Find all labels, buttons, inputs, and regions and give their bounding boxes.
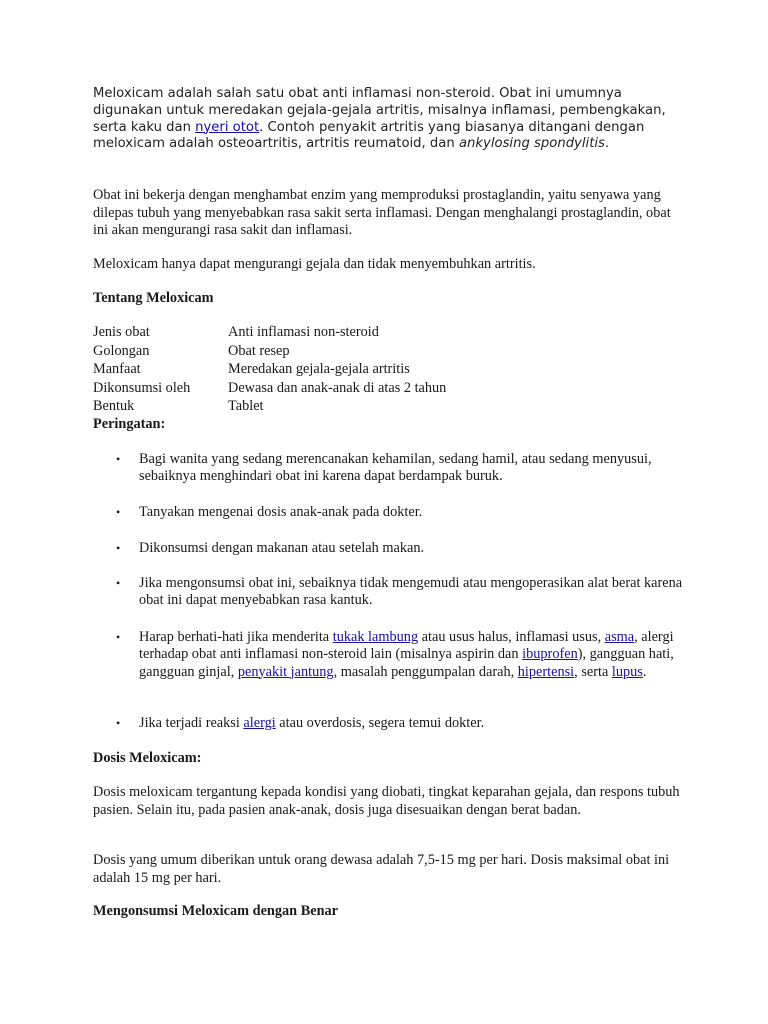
info-value: Anti inflamasi non-steroid — [228, 324, 379, 340]
intro-paragraph — [93, 86, 683, 153]
dosage-paragraph-2: Dosis yang umum diberikan untuk orang dewasa adalah 7,5-15 mg per hari. Dosis maksimal obat ini adalah 15 mg per hari. — [93, 852, 670, 886]
usage-heading: Mengonsumsi Meloxicam dengan Benar — [93, 903, 339, 919]
info-value: Obat resep — [228, 342, 290, 359]
info-value: Meredakan gejala-gejala artritis — [228, 361, 410, 377]
link-ibuprofen[interactable]: ibuprofen — [522, 646, 578, 663]
info-value: Dewasa dan anak-anak di atas 2 tahun — [228, 379, 447, 396]
dosage-heading: Dosis Meloxicam: — [93, 750, 202, 766]
link-lupus[interactable]: lupus — [611, 663, 643, 680]
info-key: Dikonsumsi oleh — [93, 379, 191, 396]
warning-item-allergy: Jika terjadi reaksi alergi atau overdosis, segera temui dokter. — [139, 715, 485, 731]
limitation-paragraph: Meloxicam hanya dapat mengurangi gejala dan tidak menyembuhkan artritis. — [93, 256, 536, 272]
warning-item-pregnancy: Bagi wanita yang sedang merencanakan kehamilan, sedang hamil, atau sedang menyusui, sebaiknya menghindari obat ini karena dapat berdampak buruk. — [139, 451, 652, 485]
warning-item-food: Dikonsumsi dengan makanan atau setelah makan. — [139, 540, 425, 556]
warning-item-drowsiness: Jika mengonsumsi obat ini, sebaiknya tidak mengemudi atau mengoperasikan alat berat karena obat ini dapat menyebabkan rasa kantuk. — [139, 575, 683, 609]
info-key: Golongan — [93, 342, 150, 359]
intro-text-2: . Contoh penyakit artritis yang biasanya ditangani dengan meloxicam adalah osteoartritis, artritis reumatoid, dan — [93, 119, 645, 152]
warnings-heading: Peringatan: — [93, 416, 166, 432]
about-heading: Tentang Meloxicam — [93, 290, 214, 306]
bullet-icon: • — [116, 630, 121, 644]
info-key: Bentuk — [93, 398, 135, 414]
info-key: Jenis obat — [93, 324, 150, 340]
warning-item-conditions: Harap berhati-hati jika menderita tukak lambung atau usus halus, inflamasi usus, asma, alergi terhadap obat anti inflamasi non-steroid lain (misalnya aspirin dan ibuprofen), gangguan hati, gangguan ginjal, penyakit jantung, masalah penggumpalan darah, hipertensi, serta lupus. — [139, 629, 674, 680]
link-alergi[interactable]: alergi — [243, 715, 276, 731]
link-asma[interactable]: asma — [604, 629, 635, 645]
warning-item-children: Tanyakan mengenai dosis anak-anak pada dokter. — [139, 504, 423, 520]
link-tukak-lambung[interactable]: tukak lambung — [332, 629, 419, 645]
link-penyakit-jantung[interactable]: penyakit jantung — [237, 663, 334, 680]
info-key: Manfaat — [93, 361, 141, 377]
intro-text: Meloxicam adalah salah satu obat anti inflamasi non-steroid. Obat ini umumnya digunakan untuk meredakan gejala-gejala artritis, misalnya inflamasi, pembengkakan, serta kaku dan — [93, 86, 666, 135]
intro-text-3: . — [604, 136, 610, 152]
bullet-icon: • — [116, 716, 121, 730]
bullet-icon: • — [116, 452, 121, 466]
mechanism-paragraph: Obat ini bekerja dengan menghambat enzim yang memproduksi prostaglandin, yaitu senyawa yang dilepas tubuh yang menyebabkan rasa sakit serta inflamasi. Dengan menghalangi prostaglandin, obat ini akan mengurangi rasa sakit dan inflamasi. — [93, 187, 671, 238]
info-value: Tablet — [228, 398, 264, 414]
link-hipertensi[interactable]: hipertensi — [517, 663, 575, 680]
bullet-icon: • — [116, 505, 121, 519]
dosage-paragraph-1: Dosis meloxicam tergantung kepada kondisi yang diobati, tingkat keparahan gejala, dan respons tubuh pasien. Selain itu, pada pasien anak-anak, dosis juga disesuaikan dengan berat badan. — [93, 784, 680, 818]
link-nyeri-otot[interactable]: nyeri otot — [195, 119, 260, 135]
intro-italic: ankylosing spondylitis — [458, 136, 605, 152]
bullet-icon: • — [116, 541, 121, 555]
bullet-icon: • — [116, 576, 121, 590]
